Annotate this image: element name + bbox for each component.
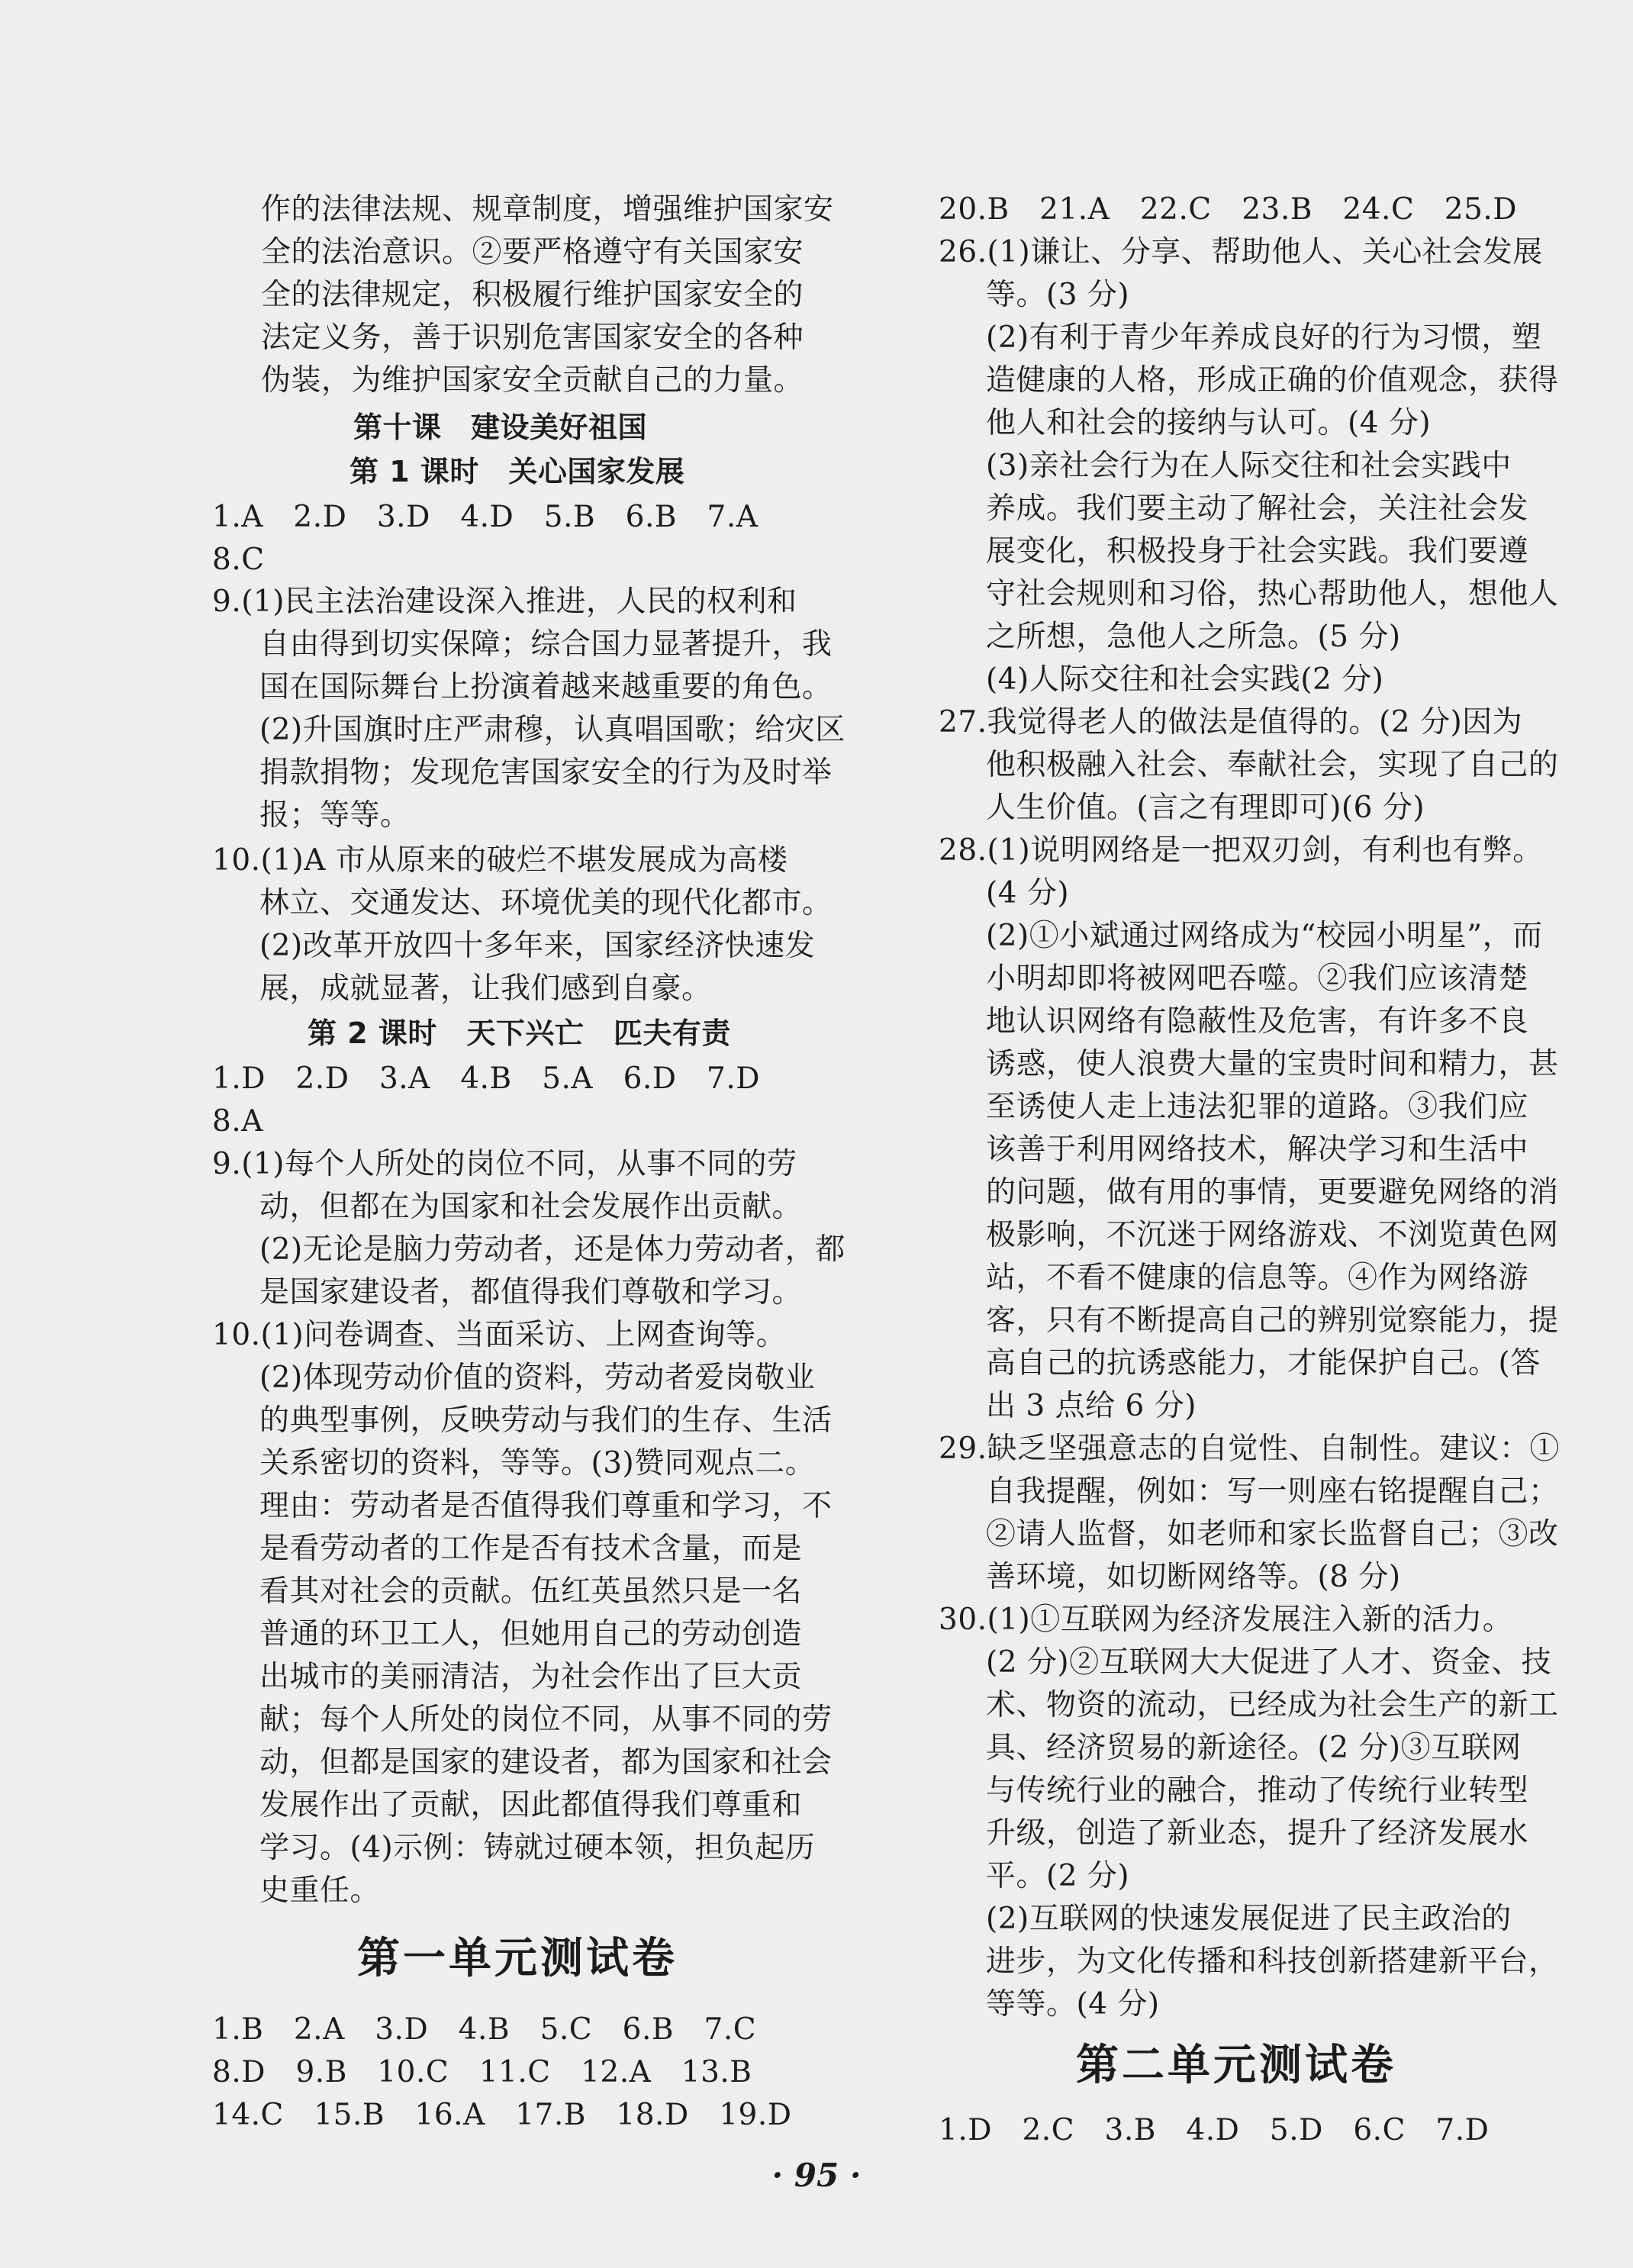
- text-line: (2)有利于青少年养成良好的行为习惯，塑: [986, 321, 1542, 355]
- text-line: 捐款捐物；发现危害国家安全的行为及时举: [259, 755, 833, 790]
- text-line: 26.(1)谦让、分享、帮助他人、关心社会发展: [939, 235, 1543, 269]
- text-line: 29.缺乏坚强意志的自觉性、自制性。建议：①: [939, 1432, 1561, 1466]
- text-line: (4)人际交往和社会实践(2 分): [986, 662, 1384, 697]
- text-line: 站，不看不健康的信息等。④作为网络游: [986, 1261, 1529, 1295]
- text-line: 他积极融入社会、奉献社会，实现了自己的: [986, 748, 1559, 782]
- text-line: 9.(1)每个人所处的岗位不同，从事不同的劳: [212, 1147, 797, 1181]
- text-line: 小明却即将被网吧吞噬。②我们应该清楚: [986, 962, 1529, 996]
- text-line: 动，但都是国家的建设者，都为国家和社会: [259, 1745, 833, 1780]
- text-line: (2 分)②互联网大大促进了人才、资金、技: [986, 1645, 1552, 1680]
- text-line: 林立、交通发达、环境优美的现代化都市。: [259, 886, 833, 920]
- lesson-heading: 第十课 建设美好祖国: [353, 411, 648, 444]
- text-line: 27.我觉得老人的做法是值得的。(2 分)因为: [939, 705, 1523, 739]
- text-line: 地认识网络有隐蔽性及危害，有许多不良: [986, 1004, 1529, 1039]
- text-line: 等等。(4 分): [986, 1987, 1160, 2022]
- page-number: · 95 ·: [771, 2157, 862, 2194]
- text-line: 出 3 点给 6 分): [986, 1389, 1197, 1423]
- text-line: 与传统行业的融合，推动了传统行业转型: [986, 1773, 1529, 1808]
- text-line: 他人和社会的接纳与认可。(4 分): [986, 406, 1432, 440]
- answer-line: 20.B 21.A 22.C 23.B 24.C 25.D: [939, 192, 1518, 227]
- text-line: (4 分): [986, 876, 1070, 910]
- text-line: 普通的环卫工人，但她用自己的劳动创造: [259, 1617, 803, 1651]
- text-line: 法定义务，善于识别危害国家安全的各种: [261, 321, 804, 355]
- text-line: 伪装，为维护国家安全贡献自己的力量。: [261, 363, 804, 398]
- answer-line: 1.D 2.D 3.A 4.B 5.A 6.D 7.D: [212, 1062, 761, 1096]
- text-line: (2)①小斌通过网络成为“校园小明星”，而: [986, 919, 1543, 953]
- text-line: (2)升国旗时庄严肃穆，认真唱国歌；给灾区: [259, 713, 845, 747]
- answer-line: 1.D 2.C 3.B 4.D 5.D 6.C 7.D: [939, 2113, 1490, 2147]
- text-line: 进步，为文化传播和科技创新搭建新平台，: [986, 1944, 1559, 1979]
- text-line: 30.(1)①互联网为经济发展注入新的活力。: [939, 1603, 1513, 1637]
- text-line: 高自己的抗诱惑能力，才能保护自己。(答: [986, 1346, 1541, 1380]
- answer-line: 8.A: [212, 1104, 263, 1139]
- text-line: 善环境，如切断网络等。(8 分): [986, 1560, 1401, 1594]
- text-line: (2)无论是脑力劳动者，还是体力劳动者，都: [259, 1232, 845, 1267]
- text-line: 28.(1)说明网络是一把双刃剑，有利也有弊。: [939, 833, 1543, 868]
- text-line: 全的法律规定，积极履行维护国家安全的: [261, 278, 804, 312]
- text-line: 的问题，做有用的事情，更要避免网络的消: [986, 1175, 1559, 1210]
- text-line: 术、物资的流动，已经成为社会生产的新工: [986, 1688, 1559, 1722]
- text-line: 看其对社会的贡献。伍红英虽然只是一名: [259, 1574, 803, 1609]
- text-line: 升级，创造了新业态，提升了经济发展水: [986, 1816, 1529, 1851]
- text-line: 动，但都在为国家和社会发展作出贡献。: [259, 1190, 803, 1224]
- text-line: 具、经济贸易的新途径。(2 分)③互联网: [986, 1731, 1522, 1765]
- text-line: 之所想，急他人之所急。(5 分): [986, 620, 1401, 654]
- text-line: 全的法治意识。②要严格遵守有关国家安: [261, 235, 804, 269]
- text-line: 守社会规则和习俗，热心帮助他人，想他人: [986, 577, 1559, 611]
- text-line: 极影响，不沉迷于网络游戏、不浏览黄色网: [986, 1218, 1559, 1252]
- unit-title: 第一单元测试卷: [357, 1933, 678, 1983]
- text-line: 是国家建设者，都值得我们尊敬和学习。: [259, 1275, 803, 1310]
- text-line: 平。(2 分): [986, 1859, 1130, 1893]
- text-line: 养成。我们要主动了解社会，关注社会发: [986, 491, 1529, 526]
- period-heading: 第 1 课时 关心国家发展: [349, 455, 685, 488]
- text-line: ②请人监督，如老师和家长监督自己；③改: [986, 1517, 1559, 1551]
- text-line: 出城市的美丽清洁，为社会作出了巨大贡: [259, 1660, 803, 1694]
- text-line: 发展作出了贡献，因此都值得我们尊重和: [259, 1788, 803, 1822]
- text-line: 展，成就显著，让我们感到自豪。: [259, 971, 712, 1006]
- answer-line: 1.A 2.D 3.D 4.D 5.B 6.B 7.A: [212, 500, 759, 534]
- text-line: (2)体现劳动价值的资料，劳动者爱岗敬业: [259, 1361, 816, 1395]
- text-line: 的典型事例，反映劳动与我们的生存、生活: [259, 1403, 833, 1438]
- text-line: 献；每个人所处的岗位不同，从事不同的劳: [259, 1703, 833, 1737]
- text-line: 报；等等。: [259, 798, 411, 833]
- text-line: 至诱使人走上违法犯罪的道路。③我们应: [986, 1090, 1529, 1124]
- text-line: 史重任。: [259, 1873, 381, 1908]
- text-line: 该善于利用网络技术，解决学习和生活中: [986, 1132, 1529, 1167]
- answer-line: 1.B 2.A 3.D 4.B 5.C 6.B 7.C: [212, 2012, 757, 2047]
- text-line: 关系密切的资料，等等。(3)赞同观点二。: [259, 1446, 816, 1480]
- text-line: 展变化，积极投身于社会实践。我们要遵: [986, 534, 1529, 569]
- text-line: 9.(1)民主法治建设深入推进，人民的权利和: [212, 585, 797, 619]
- unit-title: 第二单元测试卷: [1076, 2040, 1396, 2090]
- text-line: 等。(3 分): [986, 278, 1130, 312]
- text-line: (2)改革开放四十多年来，国家经济快速发: [259, 929, 816, 963]
- period-heading: 第 2 课时 天下兴亡 匹夫有责: [308, 1016, 731, 1050]
- text-line: 10.(1)A 市从原来的破烂不堪发展成为高楼: [212, 843, 788, 878]
- text-line: 理由：劳动者是否值得我们尊重和学习，不: [259, 1489, 833, 1523]
- text-line: 诱惑，使人浪费大量的宝贵时间和精力，甚: [986, 1047, 1559, 1081]
- text-line: 学习。(4)示例：铸就过硬本领，担负起历: [259, 1831, 816, 1865]
- text-line: 作的法律法规、规章制度，增强维护国家安: [261, 192, 834, 227]
- text-line: 是看劳动者的工作是否有技术含量，而是: [259, 1532, 803, 1566]
- text-line: 10.(1)问卷调查、当面采访、上网查询等。: [212, 1318, 787, 1352]
- text-line: 人生价值。(言之有理即可)(6 分): [986, 791, 1425, 825]
- text-line: 国在国际舞台上扮演着越来越重要的角色。: [259, 670, 833, 704]
- text-line: 造健康的人格，形成正确的价值观念，获得: [986, 363, 1559, 398]
- text-line: 自我提醒，例如：写一则座右铭提醒自己；: [986, 1474, 1559, 1509]
- text-line: (2)互联网的快速发展促进了民主政治的: [986, 1902, 1512, 1936]
- answer-line: 14.C 15.B 16.A 17.B 18.D 19.D: [212, 2098, 792, 2132]
- answer-line: 8.C: [212, 543, 265, 577]
- answer-line: 8.D 9.B 10.C 11.C 12.A 13.B: [212, 2055, 752, 2089]
- text-line: 客，只有不断提高自己的辨别觉察能力，提: [986, 1303, 1559, 1338]
- text-line: (3)亲社会行为在人际交往和社会实践中: [986, 449, 1512, 483]
- text-line: 自由得到切实保障；综合国力显著提升，我: [259, 627, 833, 662]
